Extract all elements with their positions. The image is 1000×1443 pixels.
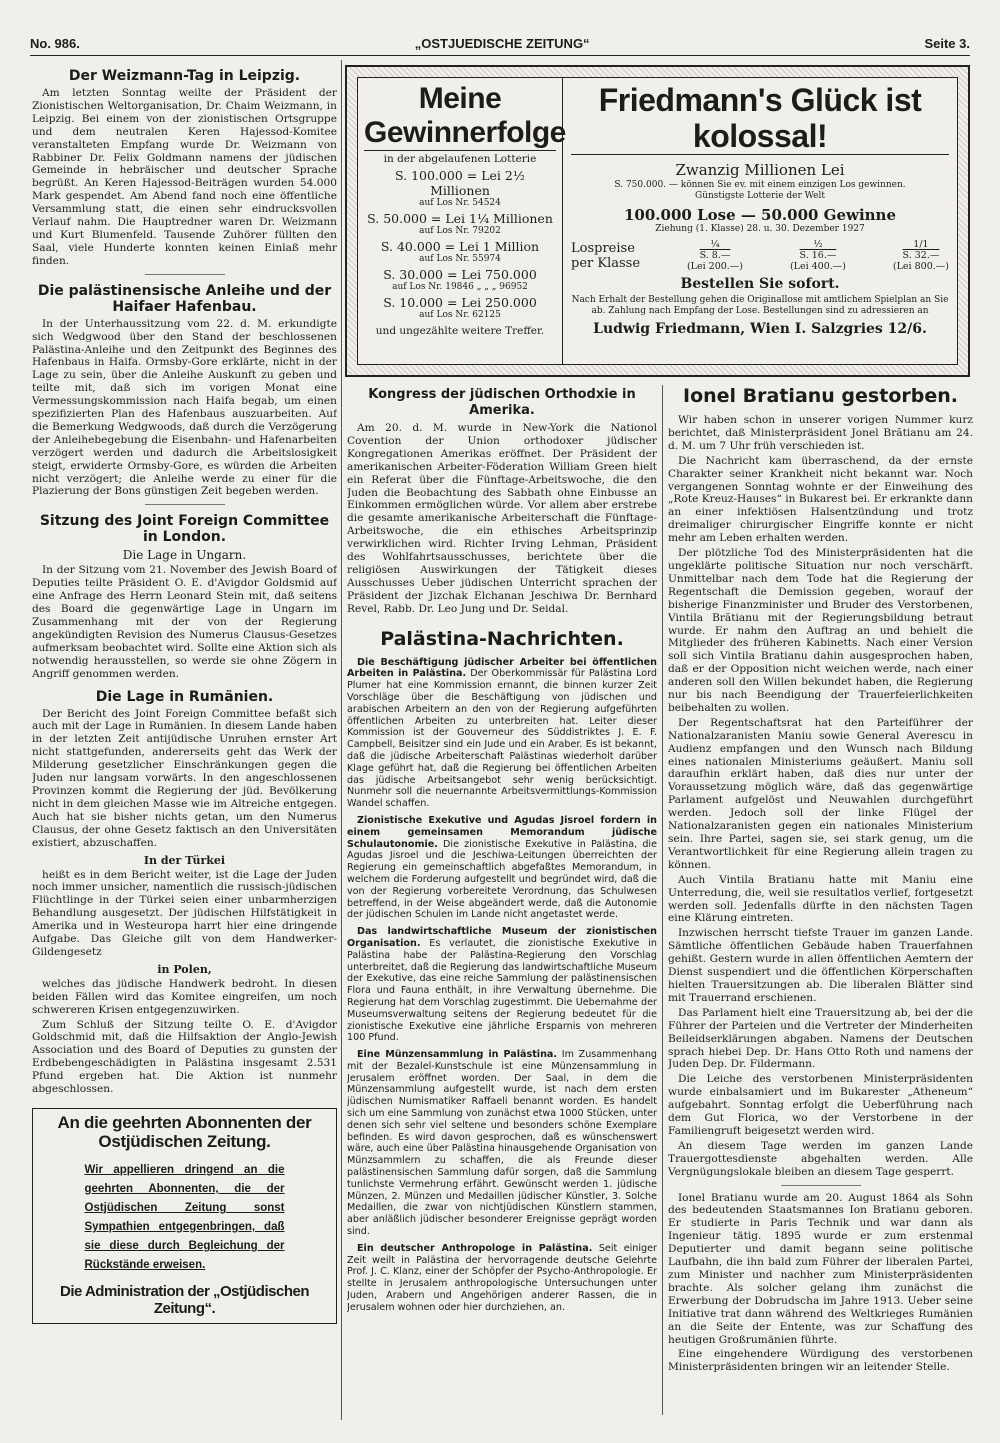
article-title: Sitzung des Joint Foreign Committee in London. [39,513,330,546]
separator [145,274,225,275]
article-text: Ionel Bratianu wurde am 20. August 1864 als Sohn des bedeutenden Staatsmannes Ion Bratianu geboren. Er studierte in Paris Technik und war dann als Ingenieur tätig. 1895 wurde er zum erstenmal Deputierter und damit begann seine politische Laufbahn, die ihn bald zum Führer der liberalen Partei, zum Minister und nachher zum Ministerpräsidenten brachte. Als solcher gelang ihm zunächst die Erwerbung der Dobrudscha im Jahre 1913. Ueber seine Initiative trat dann während des Weltkrieges Rumänien an die Seite der Entente, was zur Schaffung des heutigen Großrumänien führte. [668,1191,973,1346]
price-schilling: S. 8.— [699,250,731,261]
article-text: Auch Vintila Bratianu hatte mit Maniu eine Unterredung, die, weil sie resultatlos verlief, fortgesetzt werden soll. Jedenfalls dürfte in den nächsten Tagen eine Klärung eintreten. [668,873,973,925]
page-number: Seite 3. [924,35,970,51]
ad-order-call: Bestellen Sie sofort. [680,276,840,292]
ad-lose: 100.000 Lose — 50.000 Gewinne [624,206,896,224]
article-text: Die Leiche des verstorbenen Ministerpräsidenten wurde einbalsamiert und im Bukarester „Atheneum“ aufgebahrt. Sonntag erfolgt die Ueberführung nach dem Gut Florica, wo der Verstorbene in der Familiengruft beigesetzt werden wird. [668,1073,973,1137]
win-amount: S. 50.000 = Lei 1¼ Millionen [367,211,553,226]
article-text: welches das jüdische Handwerk bedroht. In diesen beiden Fällen wird das Komitee eingreifen, um noch schwereren Krisen entgegenzuwirken. [32,977,337,1016]
notice-title: An die geehrten Abonnenten der Ostjüdischen Zeitung. [57,1113,312,1151]
price-fraction: 1/1 [913,239,929,250]
article-text: In der Sitzung vom 21. November des Jewish Board of Deputies teilte Präsident O. E. d'Avigdor Goldsmid auf eine Anfrage des Herrn Leonard Stein mit, daß seitens des Board die gegenwärtige Lage in Ungarn im Zusammenhang mit der von der Regierung angekündigten Revision des Numerus Clausus-Gesetzes aufmerksam beobachtet wird. Sollte eine Aktion sich als notwendig herausstellen, so werde sie ohne Zögern in Angriff genommen werden. [32,564,337,680]
ad-line: S. 750.000. — können Sie ev. mit einem einzigen Los gewinnen. [614,180,906,190]
news-head: Ein deutscher Anthropologe in Palästina. [357,1242,593,1254]
ad-offer-panel [563,78,957,364]
separator [781,1185,861,1186]
win-entry [364,239,556,265]
article-text: Der Regentschaftsrat hat den Parteiführer der Nationalzaranisten Maniu sowie General Averescu in Audienz empfangen und den Wunsch nach Bildung eines nationalen Ministeriums geäußert. Maniu soll daraufhin erklärt haben, daß dies nur unter der Voraussetzung möglich wäre, daß das gegenwärtige Parlament aufgelöst und Neuwahlen durchgeführt werden. Jedoch soll der linke Flügel der Nationalzaranisten gegen ein nationales Ministerium sein. Ihre Partei, sagen sie, sei stark genug, um die Verantwortlichkeit für eine Regierung allein tragen zu können. [668,716,973,871]
price-schilling: S. 16.— [799,250,837,261]
win-amount: S. 10.000 = Lei 250.000 [383,295,537,310]
article-text: Am 20. d. M. wurde in New-York die Nationol Covention der Union orthodoxer jüdischer Kongregationen Amerikas eröffnet. Der Präsident der amerikanischen Arbeiter-Föderation William Green hielt ein Referat über die Fünftage-Arbeitswoche, die den Juden die Beobachtung des Sabbath ohne Einbusse an Einkommen ermöglichen würde. Vor allem aber erstrebe die gesamte amerikanische Arbeiterschaft die Fünftage-Arbeitswoche, die ein ethisches Arbeitsprinzip verwirklichen wird. Richter Irving Lehman, Präsident des Wohlfahrtsausschusses, berichtete über die religiösen Auswirkungen der Tätigkeit dieses Ausschusses Ueber jüdischen Unterricht sprachen der Präsident der Jizchak Elchanan Jeschiwa Dr. Bernhard Revel, Rabb. Dr. Leo Jung und Dr. Seidal. [347,422,657,615]
article-title: Kongress der jüdischen Orthodxie in Amerika. [368,387,636,418]
news-head: Die Beschäftigung jüdischer Arbeiter bei öffentlichen Arbeiten in Palästina. [347,656,657,680]
article-title: Die palästinensische Anleihe und der Haifaer Hafenbau. [37,282,332,315]
news-item [347,815,657,921]
lospreise-label: Lospreise [571,240,635,256]
article-subtitle: Die Lage in Ungarn. [122,548,247,563]
news-item [347,657,657,810]
ad-line: Günstigste Lotterie der Welt [695,191,825,201]
news-item [347,1243,657,1314]
news-head: Das landwirtschaftliche Museum der zionistischen Organisation. [347,926,657,949]
article-text: Die Nachricht kam überraschend, da der ernste Charakter seiner Krankheit nicht bekannt war. Noch vergangenen Sonntag wohnte er der Einweihung des „Rote Kreuz-Hauses“ in Bukarest bei. Er erkrankte dann an einer infektiösen Halsentzündung und trotz dreimaliger chirurgischer Eingriffe konnte er nicht mehr am Leben erhalten werden. [668,454,973,545]
ad-ziehung: Ziehung (1. Klasse) 28. u. 30. Dezember 1927 [655,224,865,234]
price-cell [893,239,949,272]
article-text: Eine eingehendere Würdigung des verstorbenen Ministerpräsidenten bringen wir an leitender Stelle. [668,1348,973,1374]
news-item [347,1049,657,1238]
article-text: Der plötzliche Tod des Ministerpräsidenten hat die ungeklärte politische Situation nur noch verschärft. Unmittelbar nach dem Tode hat die Regierung der Regentschaft die Demission gegeben, worauf der bisherige Finanzminister und Bruder des Verstorbenen, Vintila Brătianu mit der Regierungsbildung betraut wurde. Er nahm den Auftrag an und behielt die Mitglieder des früheren Kabinetts. Nach einer Version soll sich Vintila Bratianu dahin ausgesprochen haben, daß er der Opposition nicht weichen werde, nach einer anderen soll den Willen bekundet haben, die Regierung nur bis nach Beendigung der Trauerfeierlichkeiten beibehalten zu wollen. [668,547,973,714]
page-header [30,30,970,56]
article-text: Der Bericht des Joint Foreign Committee befaßt sich auch mit der Lage in Rumänien. In diesem Lande haben in der letzten Zeit antijüdische Unruhen ernster Art nicht stattgefunden, andererseits geht das Werk der Milderung gesetzlicher Einschränkungen gegen die Juden nur langsam vorwärts. In den angeschlossenen Provinzen kommt die Regierung der jüd. Bevölkerung nicht in dem gleichen Masse wie im Altreiche entgegen. Auch hat sie bisher nichts getan, um den Numerus Clausus, der ohne Gesetz faktisch an den Universitäten existiert, abzuschaffen. [32,707,337,849]
win-entry [364,295,556,321]
win-ticket: auf Los Nr. 54524 [419,198,501,208]
subscriber-notice [32,1108,337,1324]
ad-frame [357,77,958,365]
header-rule [30,55,970,56]
win-entry [364,267,556,293]
price-fraction: ¼ [710,239,720,250]
lottery-advertisement [345,65,970,377]
article-text: Inzwischen herrscht tiefste Trauer im ganzen Lande. Sämtliche öffentlichen Gebäude haben Trauerfahnen gehißt. Gestern wurde in allen öffentlichen Aemtern der Dienst suspendiert und die öffentlichen Körperschaften hielten Trauersitzungen ab. Die liberalen Blätter sind mit Trauerrand erschienen. [668,927,973,1004]
win-entry [364,211,556,237]
win-amount: S. 40.000 = Lei 1 Million [380,239,540,254]
section-title: Palästina-Nachrichten. [380,627,624,650]
ad-headline: Zwanzig Millionen Lei [675,161,845,179]
perklasse-label: per Klasse [571,255,641,271]
article-text: Das Parlament hielt eine Trauersitzung ab, bei der die Führer der Parteien und die Vertreter der Minderheiten Beileidserklärungen abgaben. Namens der Deutschen sprach hiebei Dep. Dr. Hans Otto Roth und namens der Juden Dep. Dr. Fildermann. [668,1006,973,1071]
news-head: Eine Münzensammlung in Palästina. [357,1049,558,1061]
price-lei: (Lei 400.—) [789,261,846,272]
news-body: Der Oberkommissär für Palästina Lord Plumer hat eine Kommission ernannt, die binnen kurzer Zeit Vorschläge über die Beschäftigung von jüdischen und arabischen Arbeitern an den von der Regierung aufgeführten öffentlichen Arbeiten zu unterbreiten hat. Leiter dieser Kommission ist der Gouverneur des Süddistriktes J. E. F. Campbell, Beisitzer sind ein Jude und ein Araber. Es ist bekannt, daß die jüdische Arbeiterschaft Palästinas wiederholt darüber Klage geführt hat, daß die Regierung bei öffentlichen Arbeiten das jüdische Arbeitsangebot sehr wenig berücksichtigt. Nunmehr soll die neuernannte Arbeitsvermittlungs-Kommission Wandel schaffen. [347,668,657,810]
section-subhead: in Polen, [157,962,212,976]
ad-right-title: Friedmann's Glück ist kolossal! [571,82,949,155]
right-column [668,385,973,1415]
article-text: Zum Schluß der Sitzung teilte O. E. d'Avigdor Goldschmid mit, daß die Hilfsaktion der Anglo-Jewish Association und des Board of Deputies zu gunsten der Erdbebengeschädigten in Palästina insgesamt 2.531 Pfund ergeben hat. Die Aktion ist nunmehr abgeschlossen. [32,1018,337,1096]
article-title: Ionel Bratianu gestorben. [683,385,958,407]
news-body: Im Zusammenhang mit der Bezalel-Kunstschule ist eine Münzensammlung in Jerusalem eröffnet worden. Der Saal, in dem die Münzensammlung aufgestellt wurde, ist nach dem ersten jüdischen Numismatiker Raffaeli benannt worden. Es handelt sich um eine Sammlung von zunächst etwa 1000 Stücken, unter denen sich sehr viel seltene und besonders schöne Exemplare befinden. Es wird davon gesprochen, daß es wünschenswert wäre, auch eine über Palästina hinausgehende Organisation von Münzsammlern zu schaffen, die als Freunde dieser palästinensischen Sammlung dafür sorgen, daß die Sammlung tunlichste Vermehrung erfährt. Gewünscht werden 1. jüdische Münzen, 2. Münzen und Medaillen jüdischer Künstler, 3. Solche Medaillen, die zwar von nichtjüdischen Künstlern stammen, aber anläßlich jüdischer besonderer Ereignisse geprägt worden sind. [347,1049,657,1238]
win-entry [364,168,556,209]
news-body: Die zionistische Exekutive in Palästina, die Agudas Jisroel und die Jeschiwa-Leitungen überreichten der Regierung ein gemeinschaftlich abgefaßtes Memorandum, in welchem die Forderung aufgestellt und begründet wird, daß die von der Regierung vorbereitete Verordnung, das Schulwesen betreffend, in der Weise abgeändert werde, daß die Autonomie der jüdischen Schulen im Lande nicht angetastet werde. [347,838,657,921]
article-title: Die Lage in Rumänien. [95,688,274,705]
ad-left-footer: und ungezählte weitere Treffer. [375,325,545,337]
column-divider [341,60,342,1420]
issue-number: No. 986. [30,35,80,51]
ad-address: Ludwig Friedmann, Wien I. Salzgries 12/6. [593,321,927,337]
price-lei: (Lei 200.—) [686,261,744,272]
price-cell [687,239,743,272]
ad-left-subtitle: in der abgelaufenen Lotterie [383,153,537,165]
price-table [571,239,949,272]
win-ticket: auf Los Nr. 62125 [419,310,501,320]
column-divider [662,385,663,1415]
article-text: An diesem Tage werden im ganzen Lande Trauergottesdienste abgehalten werden. Alle Vergnügungslokale bleiben an diesem Tage gesperrt. [668,1139,973,1178]
news-head: Zionistische Exekutive und Agudas Jisroel fordern in einem gemeinsamen Memorandum jüdische Schulautonomie. [347,814,657,850]
section-subhead: In der Türkei [143,853,226,867]
price-fraction: ½ [813,239,823,250]
middle-column [347,385,657,1415]
win-ticket: auf Los Nr. 19846 „ „ „ 96952 [392,282,528,292]
price-schilling: S. 32.— [902,250,940,261]
price-labels [571,241,640,271]
price-lei: (Lei 800.—) [892,261,949,272]
price-cell [790,239,846,272]
article-text: Wir haben schon in unserer vorigen Nummer kurz berichtet, daß Ministerpräsident Jonel Brătianu am 24. d. M. um 7 Uhr früh verschieden ist. [668,414,973,452]
notice-body: Wir appellieren dringend an die geehrten Abonnenten, die der Ostjüdischen Zeitung sonst Sympathien entgegenbringen, daß sie diese durch Begleichung der Rückstände erweisen. [84,1164,285,1271]
ad-order-info: Nach Erhalt der Bestellung gehen die Originallose mit amtlichem Spielplan an Sie ab. Zahlung nach Empfang der Lose. Bestellungen sind zu adressieren an [571,295,949,316]
article-text: heißt es in dem Bericht weiter, ist die Lage der Juden noch immer unsicher, namentlich die russisch-jüdischen Flüchtlinge in der Türkei seien einer unbarmherzigen Behandlung ausgesetzt. Der jüdischen Hilfstätigkeit in Amerika und in Westeuropa harrt hier eine dringende Aufgabe. Das Gleiche gilt von dem Handwerker-Gildengesetz [32,868,337,958]
ad-left-title: Meine Gewinnerfolge [364,82,566,149]
news-item [347,926,657,1044]
win-ticket: auf Los Nr. 55974 [419,254,501,264]
newspaper-title: „OSTJUEDISCHE ZEITUNG“ [414,35,590,51]
left-column [32,60,337,1410]
win-ticket: auf Los Nr. 79202 [419,226,501,236]
news-body: Es verlautet, die zionistische Exekutive in Palästina habe der Palästina-Regierung den Vorschlag unterbreitet, daß die Regierung das landwirtschaftliche Museum der Exekutive, das eine reiche Sammlung der palästinensischen Flora und Fauna enthält, in ihre Verwaltung übernehme. Die Regierung hat dem Vorschlag zugestimmt. Die Uebernahme der Museumsverwaltung seitens der Regierung bedeutet für die zionistische Exekutive eine jährliche Ersparnis von mehreren 100 Pfund. [347,937,657,1044]
notice-signature: Die Administration der „Ostjüdischen Zeitung“. [60,1283,309,1317]
separator [145,504,225,505]
article-text: Am letzten Sonntag weilte der Präsident der Zionistischen Weltorganisation, Dr. Chaim Weizmann, in Leipzig. Bei einem von der zionistischen Ortsgruppe und dem neutralen Keren Hajessod-Komitee veranstalteten Empfang wurde Dr. Weizmann von Rabbiner Dr. Felix Goldmann namens der jüdischen Gemeinde in hebräischer und deutscher Sprache begrüßt. An Keren Hajessod-Beiträgen wurden 54.000 Mark gespendet. Am Abend fand noch eine öffentliche Versammlung statt, die einen sehr eindrucksvollen Verlauf nahm. Die Hauptredner waren Dr. Weizmann und Kurt Blumenfeld. Tausende Zuhörer füllten den Saal, viele Hunderte konnten keinen Einlaß mehr finden. [32,87,337,267]
article-text: In der Unterhaussitzung vom 22. d. M. erkundigte sich Wedgwood über den Stand der beschlossenen Palästina-Anleihe und den Zeitpunkt des Beginnes des Hafenbaus in Haifa. Ormsby-Gore erklärte, nicht in der Lage zu sein, über die Anleihe Auskunft zu geben und teilte mit, daß sich im vorigen Monat eine Vermessungskommission nach Haifa begab, um einen spezifizierten Plan des Hafenbaus auszuarbeiten. Auf die Bemerkung Wedgwoods, daß durch die Verzögerung der Anleihebegebung die Eisenbahn- und Hafenarbeiten verzögert werden und dadurch die Arbeitslosigkeit steigt, erwiderte Ormsby-Gore, es würden die Arbeiten nicht verzögert; die Anleihe werde zu einer für die Plazierung der Bons günstigen Zeit begeben werden. [32,317,337,498]
news-body: Seit einiger Zeit weilt in Palästina der hervorragende deutsche Gelehrte Prof. J. C. Klanz, einer der Schöpfer der Psycho-Anthropologie. Er stellte in Jerusalem anthropologische Untersuchungen unter Juden, Arabern und Angehörigen anderer Rassen, die in Jerusalem wohnen oder hier durchziehen, an. [347,1242,657,1313]
ad-winnings-panel [358,78,566,364]
article-title: Der Weizmann-Tag in Leipzig. [68,68,301,84]
win-amount: S. 100.000 = Lei 2½ Millionen [395,168,525,198]
win-amount: S. 30.000 = Lei 750.000 [383,267,537,282]
